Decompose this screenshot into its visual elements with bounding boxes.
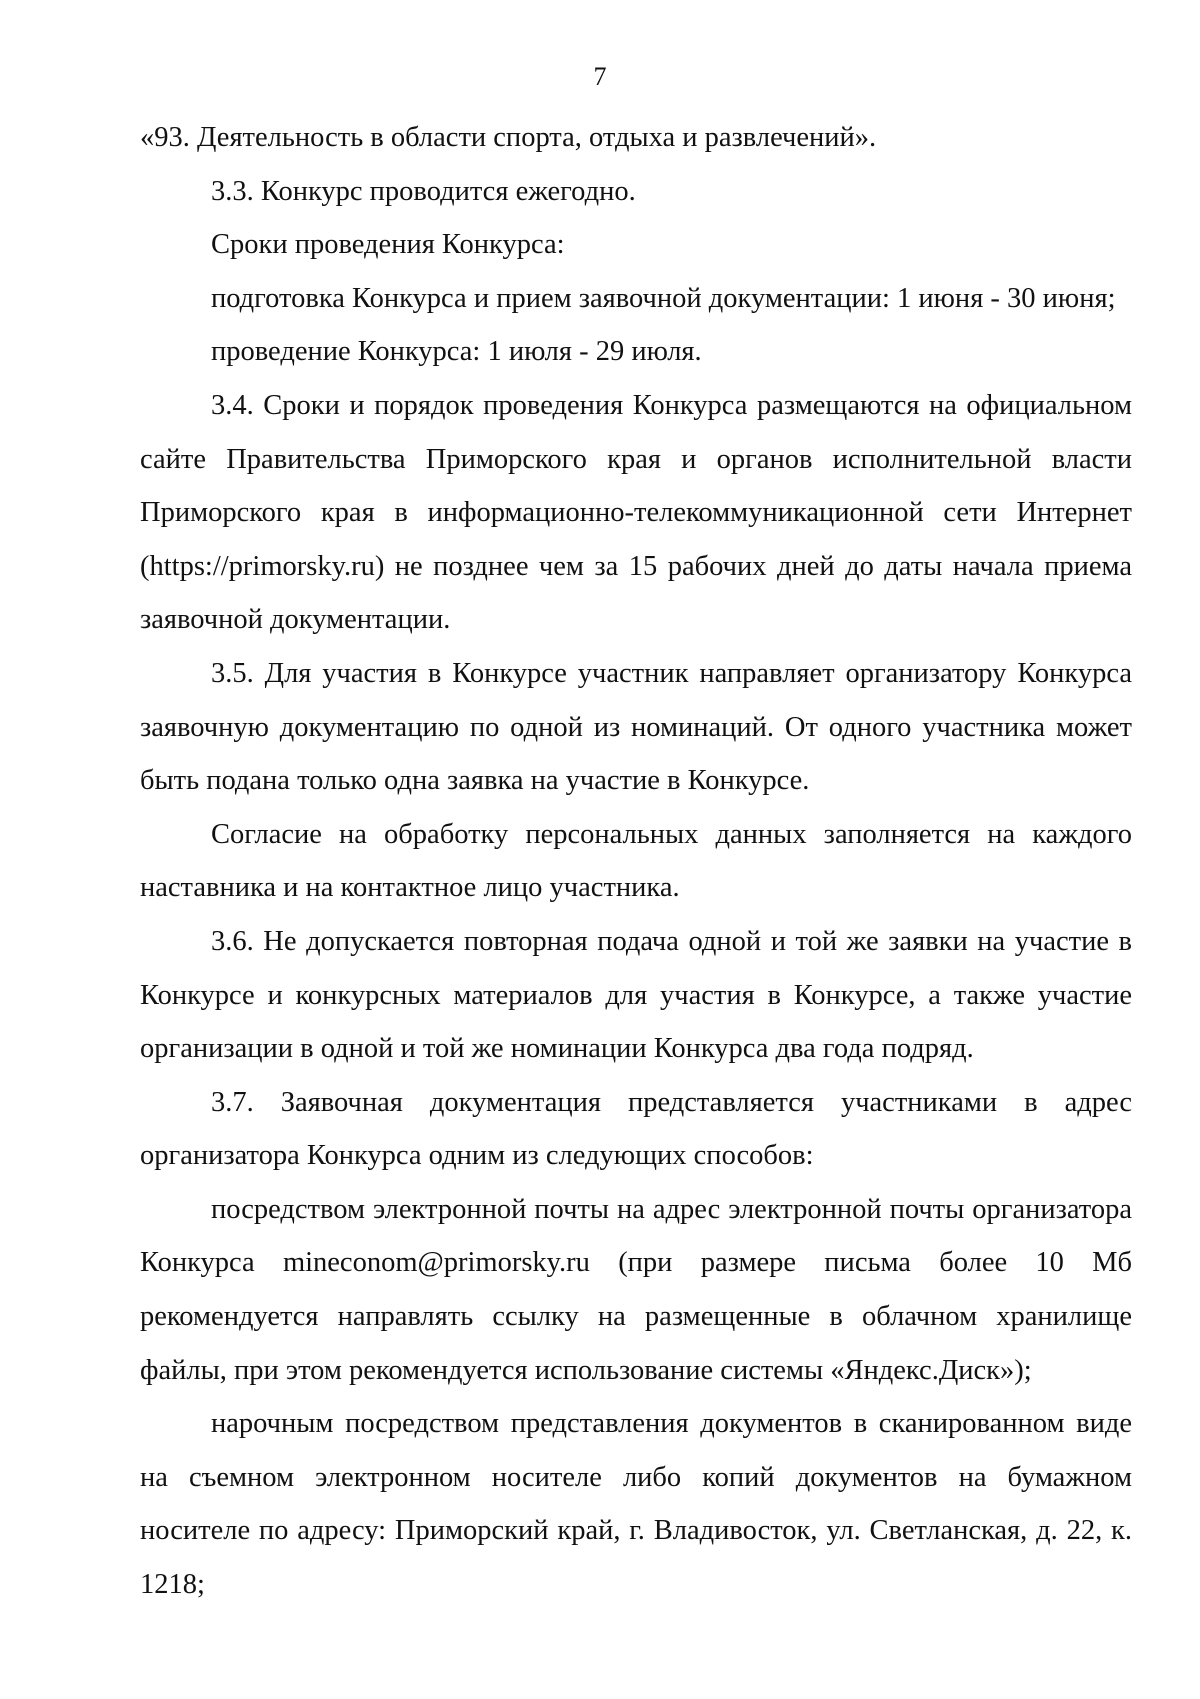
paragraph-3-3: 3.3. Конкурс проводится ежегодно. xyxy=(211,175,636,207)
paragraph-holding-term: проведение Конкурса: 1 июля - 29 июля. xyxy=(211,336,702,368)
paragraph-3-4: 3.4. Сроки и порядок проведения Конкурса размещаются на официальном сайте Правительства Приморского края и органов исполнительной власти Приморского края в информационно-телекоммуникационной сети Интернет (https://primorsky.ru) не позднее чем за 15 рабочих дней до даты начала приема заявочной документации. xyxy=(140,389,1132,636)
page-number: 7 xyxy=(593,62,607,91)
paragraph-okved-93: «93. Деятельность в области спорта, отдыха и развлечений». xyxy=(140,122,877,153)
paragraph-email-method: посредством электронной почты на адрес электронной почты организатора Конкурса mineconom@primorsky.ru (при размере письма более 10 Мб рекомендуется направлять ссылку на размещенные в облачном хранилище файлы, при этом рекомендуется использование системы «Яндекс.Диск»); xyxy=(140,1193,1132,1386)
document-body xyxy=(140,111,1132,1612)
paragraph-3-6: 3.6. Не допускается повторная подача одной и той же заявки на участие в Конкурсе и конкурсных материалов для участия в Конкурсе, а также участие организации в одной и той же номинации Конкурса два года подряд. xyxy=(140,925,1132,1065)
paragraph-preparation-term: подготовка Конкурса и прием заявочной документации: 1 июня - 30 июня; xyxy=(211,282,1116,314)
paragraph-courier-method: нарочным посредством представления документов в сканированном виде на съемном электронном носителе либо копий документов на бумажном носителе по адресу: Приморский край, г. Владивосток, ул. Светланская, д. 22, к. 1218; xyxy=(140,1408,1132,1601)
paragraph-3-5: 3.5. Для участия в Конкурсе участник направляет организатору Конкурса заявочную документацию по одной из номинаций. От одного участника может быть подана только одна заявка на участие в Конкурсе. xyxy=(140,657,1132,797)
paragraph-3-7: 3.7. Заявочная документация представляется участниками в адрес организатора Конкурса одним из следующих способов: xyxy=(140,1086,1132,1172)
paragraph-consent: Согласие на обработку персональных данных заполняется на каждого наставника и на контактное лицо участника. xyxy=(140,818,1132,904)
paragraph-terms-heading: Сроки проведения Конкурса: xyxy=(211,229,565,261)
